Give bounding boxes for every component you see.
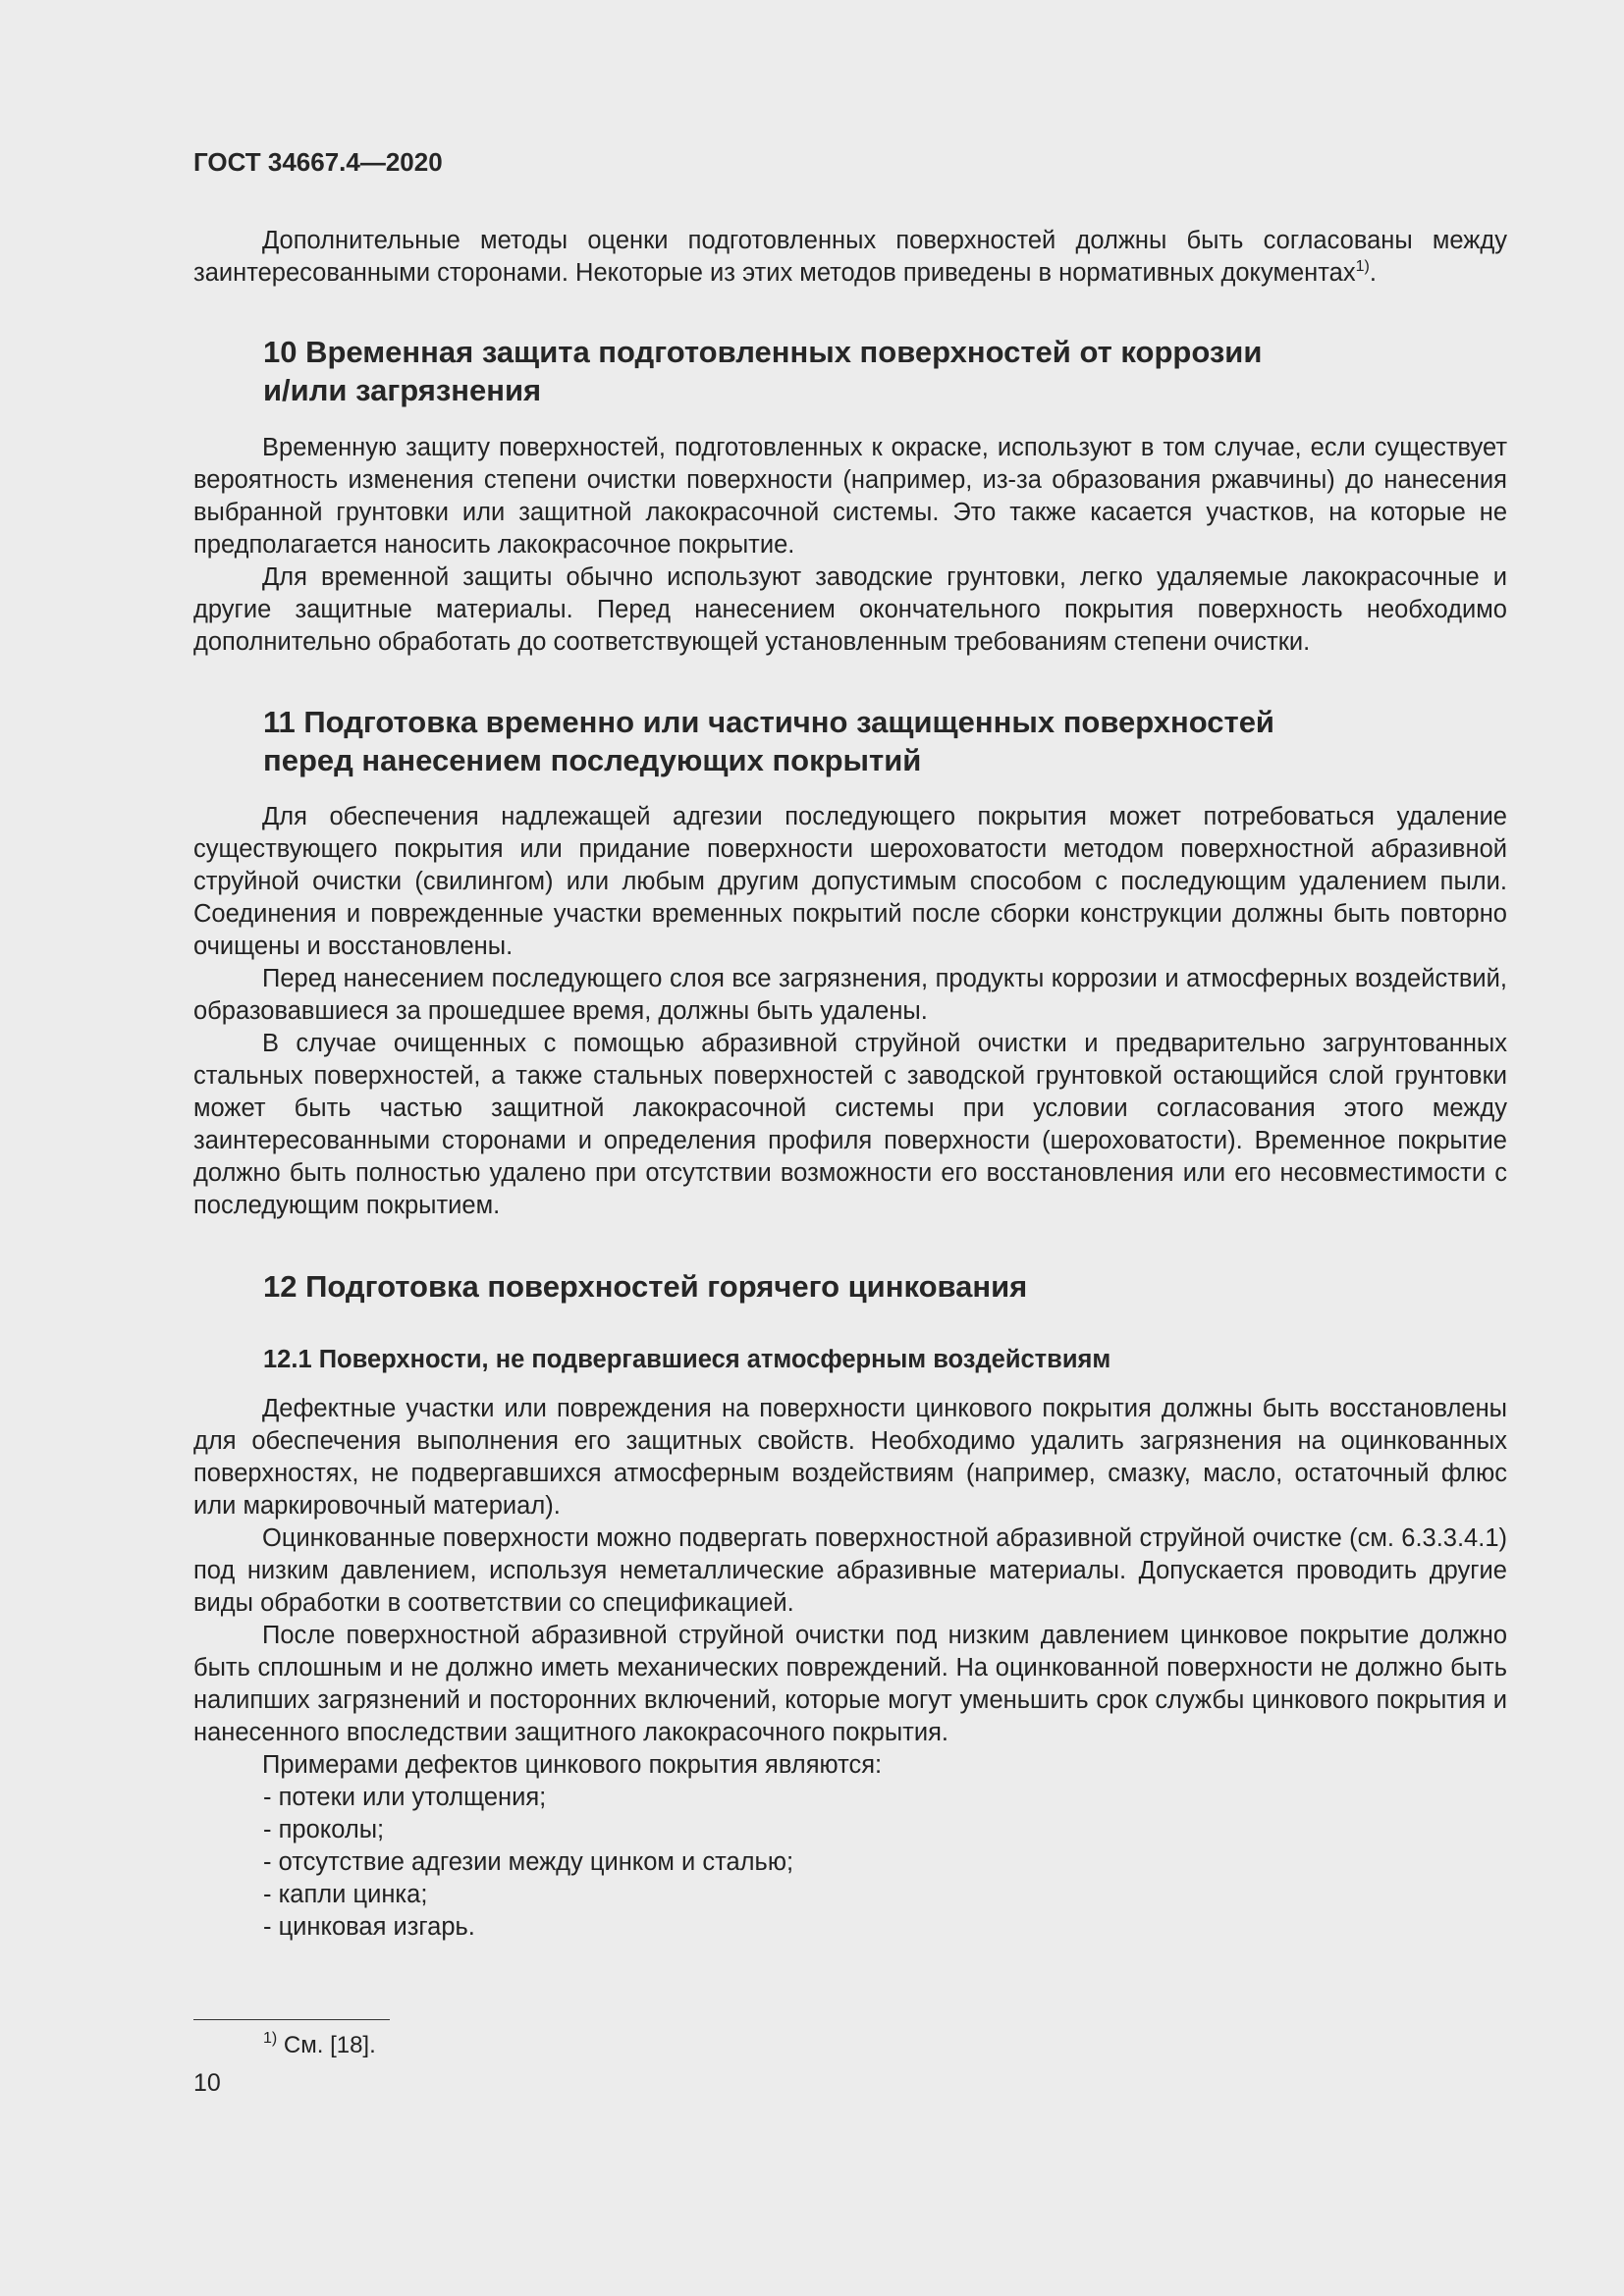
intro-text: Дополнительные методы оценки подготовленных поверхностей должны быть согласованы между заинтересованными сторонами. Некоторые из этих методов приведены в нормативных документах: [193, 227, 1507, 287]
paragraph: После поверхностной абразивной струйной очистки под низким давлением цинковое покрытие должно быть сплошным и не должно иметь механических повреждений. На оцинкованной поверхности не должно быть налипших загрязнений и посторонних включений, которые могут уменьшить срок службы цинкового покрытия и нанесенного впоследствии защитного лакокрасочного покрытия.: [193, 1622, 1507, 1746]
paragraph: Для временной защиты обычно используют заводские грунтовки, легко удаляемые лакокрасочные и другие защитные материалы. Перед нанесением окончательного покрытия поверхность необходимо дополнительно обработать до соответствующей установленным требованиям степени очистки.: [193, 563, 1507, 656]
footnote-reference[interactable]: 1): [1355, 258, 1370, 275]
section-10-heading: 10 Временная защита подготовленных поверхностей от коррозии и/или загрязнения: [263, 335, 1263, 407]
list-item: - цинковая изгарь.: [263, 1913, 475, 1941]
section-11-heading: 11 Подготовка временно или частично защищенных поверхностей перед нанесением последующих покрытий: [263, 705, 1274, 777]
paragraph: Для обеспечения надлежащей адгезии последующего покрытия может потребоваться удаление существующего покрытия или придание поверхности шероховатости методом поверхностной абразивной струйной очистки (свилингом) или любым другим допустимым способом с последующим удалением пыли. Соединения и поврежденные участки временных покрытий после сборки конструкции должны быть повторно очищены и восстановлены.: [193, 803, 1507, 960]
footnote-marker: 1): [263, 2030, 278, 2047]
paragraph: Дефектные участки или повреждения на поверхности цинкового покрытия должны быть восстановлены для обеспечения выполнения его защитных свойств. Необходимо удалить загрязнения на оцинкованных поверхностях, не подвергавшихся атмосферным воздействиям (например, смазку, масло, остаточный флюс или маркировочный материал).: [193, 1395, 1507, 1520]
section-10-body: [193, 432, 1507, 659]
intro-paragraph: Дополнительные методы оценки подготовленных поверхностей должны быть согласованы между заинтересованными сторонами. Некоторые из этих методов приведены в нормативных документах$^{1)}$.: [193, 227, 1507, 287]
subsection-12-1-heading: 12.1 Поверхности, не подвергавшиеся атмосферным воздействиям: [263, 1346, 1111, 1373]
section-11-body: [193, 801, 1507, 1222]
footnote: $^{1)}$ См. [18].: [263, 2030, 376, 2058]
list-item: - отсутствие адгезии между цинком и сталью;: [263, 1848, 794, 1876]
list-item: - капли цинка;: [263, 1881, 428, 1908]
page-number: 10: [193, 2069, 221, 2097]
paragraph: Временную защиту поверхностей, подготовленных к окраске, используют в том случае, если существует вероятность изменения степени очистки поверхности (например, из-за образования ржавчины) до нанесения выбранной грунтовки или защитной лакокрасочной системы. Это также касается участков, на которые не предполагается наносить лакокрасочное покрытие.: [193, 434, 1507, 559]
section-12-body: [193, 1393, 1507, 1782]
paragraph: Перед нанесением последующего слоя все загрязнения, продукты коррозии и атмосферных воздействий, образовавшиеся за прошедшее время, должны быть удалены.: [193, 965, 1507, 1025]
defects-list: [263, 1782, 793, 1944]
paragraph: Примерами дефектов цинкового покрытия являются:: [262, 1751, 883, 1779]
paragraph: В случае очищенных с помощью абразивной струйной очистки и предварительно загрунтованных стальных поверхностей, а также стальных поверхностей с заводской грунтовкой остающийся слой грунтовки может быть частью защитной лакокрасочной системы при условии согласования этого между заинтересованными сторонами и определения профиля поверхности (шероховатости). Временное покрытие должно быть полностью удалено при отсутствии возможности его восстановления или его несовместимости с последующим покрытием.: [193, 1030, 1507, 1219]
section-12-heading: 12 Подготовка поверхностей горячего цинкования: [263, 1269, 1028, 1304]
paragraph: Оцинкованные поверхности можно подвергать поверхностной абразивной струйной очистке (см. 6.3.3.4.1) под низким давлением, используя неметаллические абразивные материалы. Допускается проводить другие виды обработки в соответствии со спецификацией.: [193, 1524, 1507, 1617]
footnote-divider: [193, 2019, 390, 2020]
document-header: ГОСТ 34667.4—2020: [193, 147, 443, 177]
list-item: - проколы;: [263, 1816, 385, 1843]
list-item: - потеки или утолщения;: [263, 1784, 547, 1811]
